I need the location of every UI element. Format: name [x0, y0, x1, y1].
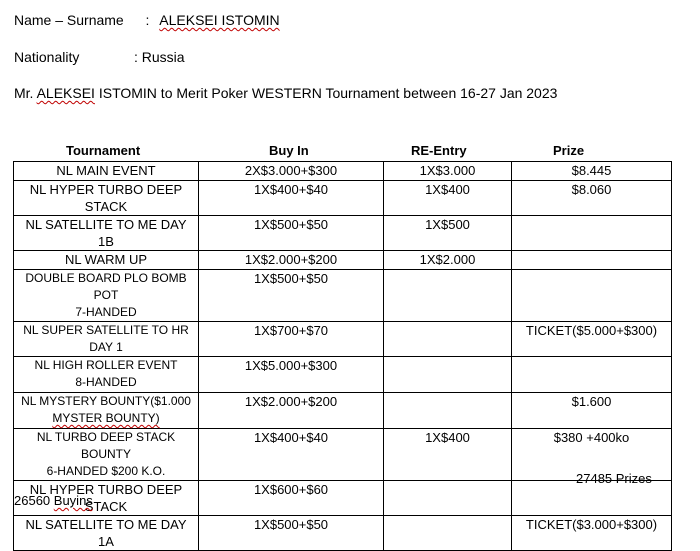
tournament-cell: NL HYPER TURBO DEEP STACK [14, 481, 199, 516]
tournament-cell [14, 393, 199, 429]
buyin-cell: 1X$400+$40 [199, 181, 384, 216]
tournament-cell: NL SATELLITE TO ME DAY 1B [14, 216, 199, 251]
prize-cell: $8.060 [512, 181, 672, 216]
buyin-cell: 1X$700+$70 [199, 322, 384, 357]
nationality-value: : Russia [134, 49, 185, 65]
table-row [14, 322, 672, 357]
tournament-table [13, 161, 672, 551]
tournament-cell: NL WARM UP [14, 251, 199, 270]
table-row [14, 162, 672, 181]
reentry-cell: 1X$400 [384, 429, 512, 481]
prize-cell: $1.600 [512, 393, 672, 429]
buyin-cell: 1X$600+$60 [199, 481, 384, 516]
total-buyins-word: Buyins [53, 493, 93, 508]
buyin-cell: 1X$500+$50 [199, 516, 384, 551]
tournament-cell: NL MAIN EVENT [14, 162, 199, 181]
buyin-cell: 1X$5.000+$300 [199, 357, 384, 393]
buyin-cell: 2X$3.000+$300 [199, 162, 384, 181]
tournament-cell [14, 357, 199, 393]
prize-cell [512, 216, 672, 251]
tournament-line: NL HIGH ROLLER EVENT [34, 358, 178, 372]
tournament-line: DOUBLE BOARD PLO BOMB POT [25, 271, 187, 302]
intro-prefix: Mr. [14, 85, 34, 101]
col-header-buyin: Buy In [269, 143, 309, 158]
buyin-cell: 1X$2.000+$200 [199, 393, 384, 429]
intro-line [14, 85, 557, 101]
tournament-line: NL MYSTERY BOUNTY($1.000 [21, 394, 191, 408]
col-header-reentry: RE-Entry [411, 143, 467, 158]
col-header-prize: Prize [553, 143, 585, 158]
prize-cell: $380 +400ko [512, 429, 672, 481]
intro-name: ALEKSEI [36, 85, 95, 101]
reentry-cell [384, 357, 512, 393]
prize-cell [512, 251, 672, 270]
tournament-line: MYSTER BOUNTY) [52, 411, 160, 425]
reentry-cell: 1X$400 [384, 181, 512, 216]
table-row [14, 270, 672, 322]
buyin-cell: 1X$500+$50 [199, 270, 384, 322]
tournament-cell: NL SUPER SATELLITE TO HR DAY 1 [14, 322, 199, 357]
reentry-cell [384, 481, 512, 516]
tournament-line: 6-HANDED $200 K.O. [46, 464, 166, 478]
table-row [14, 181, 672, 216]
tournament-line: NL TURBO DEEP STACK BOUNTY [36, 430, 176, 461]
tournament-line: 8-HANDED [75, 375, 137, 389]
prize-cell: $8.445 [512, 162, 672, 181]
prize-cell [512, 270, 672, 322]
reentry-cell: 1X$500 [384, 216, 512, 251]
nationality-label: Nationality [14, 49, 80, 65]
reentry-cell [384, 322, 512, 357]
table-row [14, 429, 672, 481]
buyin-cell: 1X$400+$40 [199, 429, 384, 481]
reentry-cell [384, 270, 512, 322]
reentry-cell [384, 393, 512, 429]
prize-cell: TICKET($3.000+$300) [512, 516, 672, 551]
col-header-tournament: Tournament [66, 143, 141, 158]
total-buyins-value: 26560 [14, 493, 51, 508]
prize-cell: TICKET($5.000+$300) [512, 322, 672, 357]
total-prizes: 27485 Prizes [576, 471, 652, 486]
intro-rest: ISTOMIN to Merit Poker WESTERN Tournament between 16-27 Jan 2023 [98, 85, 558, 101]
table-row [14, 393, 672, 429]
table-row [14, 357, 672, 393]
reentry-cell: 1X$2.000 [384, 251, 512, 270]
table-row [14, 251, 672, 270]
name-value: ALEKSEI ISTOMIN [159, 12, 280, 28]
name-label: Name – Surname [14, 12, 124, 28]
reentry-cell [384, 516, 512, 551]
tournament-line: 7-HANDED [75, 305, 137, 319]
tournament-cell: NL HYPER TURBO DEEP STACK [14, 181, 199, 216]
tournament-cell [14, 429, 199, 481]
tournament-cell [14, 270, 199, 322]
buyin-cell: 1X$2.000+$200 [199, 251, 384, 270]
table-row [14, 481, 672, 516]
total-buyins [14, 493, 93, 508]
name-line [14, 12, 280, 28]
table-row [14, 216, 672, 251]
table-row [14, 516, 672, 551]
buyin-cell: 1X$500+$50 [199, 216, 384, 251]
tournament-cell: NL SATELLITE TO ME DAY 1A [14, 516, 199, 551]
name-separator: : [145, 12, 150, 28]
reentry-cell: 1X$3.000 [384, 162, 512, 181]
prize-cell [512, 357, 672, 393]
